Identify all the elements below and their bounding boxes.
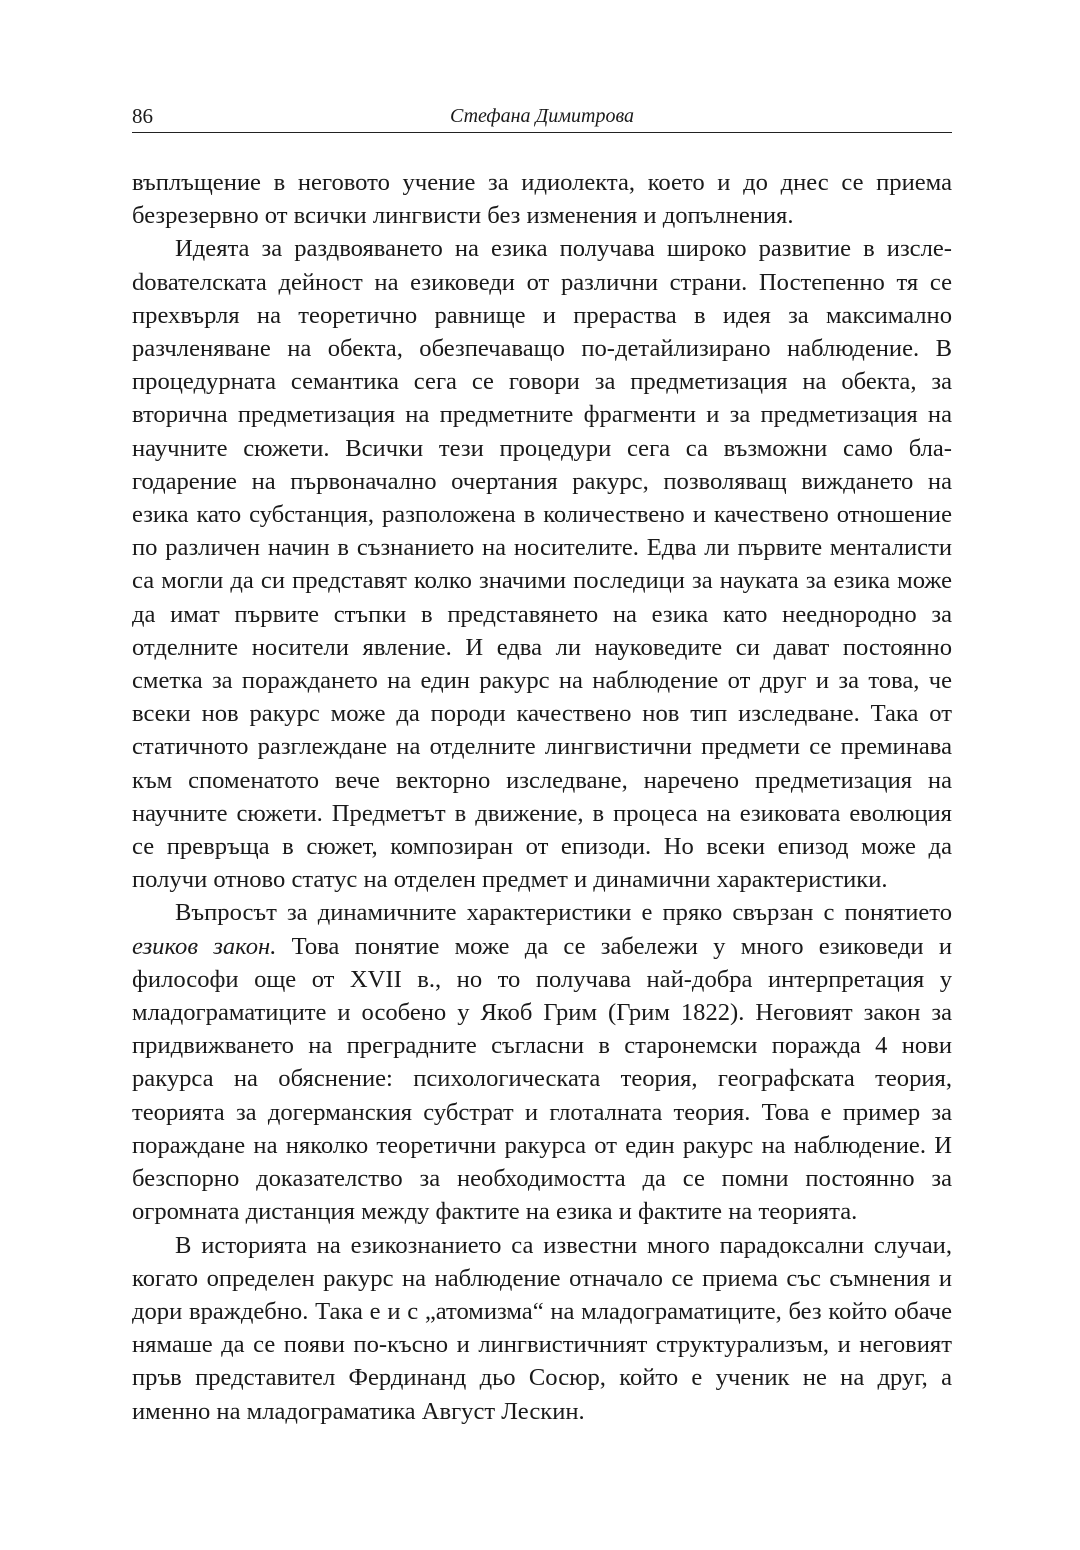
- paragraph-idea-split: Идеята за раздвояването на езика получава широко развитие в изслеdователската дейност на езиковеди от различни страни. Постепенно тя се прехвърля на теоретично равнище и прераства в идея за максимално разчленяване на обекта, обезпечаващо по-детайлизирано наблюдение. В процедурната семантика сега се говори за предметизация на обекта, за вторична предметизация на предметните фрагменти и за предметизация на научните сюжети. Всички тези процедури сега са възможни само благодарение на първоначално очертания ракурс, позволяващ виждането на езика като субстанция, разположена в количествено и качествено отношение по различен начин в съзнанието на носителите. Едва ли първите менталисти са могли да си представят колко значими последици за науката за езика може да имат първите стъпки в представянето на езика като нееднородно за отделните носители явление. И едва ли науковедите си дават постоянно сметка за пораждането на един ракурс на наблюдение от друг и за това, че всеки нов ракурс може да породи качествено нов тип изследване. Така от статичното разглеждане на отделните лингвистични предмети се преминава към споменатото вече векторно изследване, наречено предметизация на научните сюжети. Предметът в движение, в процеса на езиковата еволюция се превръща в сюжет, композиран от епизоди. Но всеки епизод може да получи отново статус на отделен предмет и динамични характеристики.: [132, 235, 952, 894]
- running-head-author: Стефана Димитрова: [449, 105, 635, 127]
- paragraph-continuation: въплъщение в неговото учение за идиолекта, което и до днес се приема безрезервно от всички лингвисти без изменения и допълнения.: [132, 169, 952, 230]
- page-number: 86: [132, 104, 153, 128]
- paragraph-language-law: [132, 896, 952, 1228]
- paragraph-history: В историята на езикознанието са известни много парадоксални случаи, когато определен ракурс на наблюдение отначало се приема със съмнения и дори враждебно. Така е и с „атомизма“ на младограматиците, без който обаче нямаше да се появи по-късно и лингвистичният структурализъм, и неговият пръв представител Фердинанд дьо Сосюр, който е ученик не на друг, а именно на младограматика Август Лескин.: [132, 1231, 952, 1425]
- paragraph-text-before: Въпросът за динамичните характеристики е пряко свързан с понятието: [175, 899, 952, 927]
- paragraph-text-after: Това понятие може да се забележи у много езиковеди и философи още от XVII в., но то получава най-добра интерпретация у младограматиците и особено у Якоб Грим (Грим 1822). Неговият закон за придвижването на преградните съгласни в старонемски поражда 4 нови ракурса на обяснение: психологическата теория, географската теория, теорията за догерманския субстрат и глоталната теория. Това е пример за пораждане на няколко теоретични ракурса от един ракурс на наблюдение. И безспорно доказателство за необходимостта да се помни постоянно за огромната дистанция между фактите на езика и фактите на теорията.: [132, 932, 953, 1226]
- body-text: [132, 166, 952, 1428]
- running-header: [132, 102, 952, 133]
- emphasized-term: езиков закон.: [132, 932, 277, 960]
